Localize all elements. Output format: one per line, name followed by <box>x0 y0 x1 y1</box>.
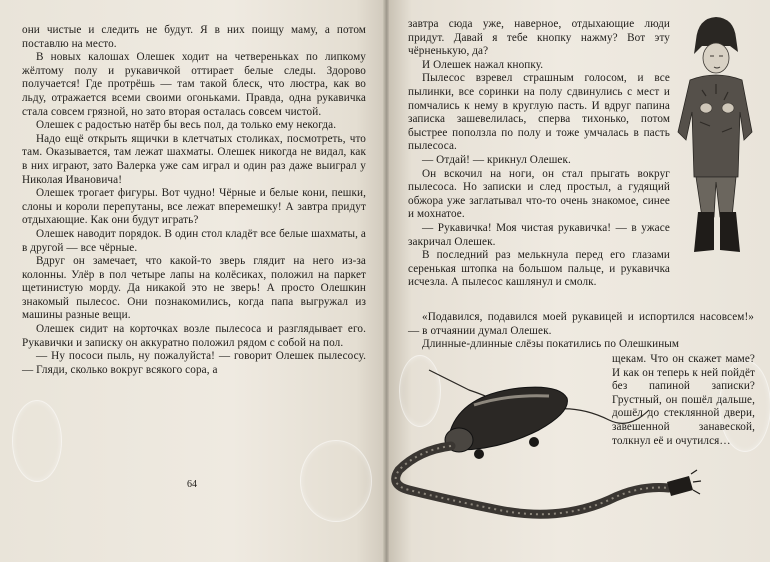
face-shape <box>703 43 729 73</box>
paragraph: Олешек наводит порядок. В один стол кладёт все белые шахматы, а в другой — все чёрные. <box>22 227 366 254</box>
paragraph: Пылесос взревел страшным голосом, и все пылинки, все соринки на полу сдвинулись с мест и помчались к нему в круглую пасть. И вдруг папина записка зашевелилась, сперва тихонько, потом быстрее поползла по полу и тоже умчалась в пасть пылесоса. <box>408 72 670 153</box>
right-page-text-wide <box>408 311 754 352</box>
paragraph: — Отдай! — крикнул Олешек. <box>422 153 571 166</box>
nozzle-shape <box>667 476 693 496</box>
hose-ribbing <box>396 446 669 514</box>
coat-shape <box>678 75 752 177</box>
paragraph: Вдруг он замечает, что какой-то зверь глядит на него из-за колонны. Улёр в пол четыре лапы на колёсиках, положил на паркет щетинистую морду. Да никакой это не зверь! А просто Олешкин знакомый пылесос. Они познакомились, когда папа выгружал из машины разные вещи. <box>22 255 366 322</box>
boot-shape <box>720 212 740 252</box>
pants-shape <box>696 177 736 217</box>
boy-illustration <box>672 12 756 262</box>
paragraph: они чистые и следить не будут. Я в них поищу маму, а потом поставлю на место. <box>22 24 366 50</box>
wheel-shape <box>529 437 539 447</box>
page-number: 64 <box>187 479 197 490</box>
paragraph: Олешек сидит на корточках возле пылесоса и разглядывает его. Рукавички и записку он аккуратно положил рядом с собой на пол. <box>22 323 366 349</box>
paragraph: Надо ещё открыть ящички в клетчатых столиках, посмотреть, что там. Оказывается, там лежат шахматы. Олешек никогда не видал, как в них играют, зато Валерка уже сам играл и один раз даже выиграл у Николая Ивановича! <box>22 132 366 186</box>
wheel-shape <box>474 449 484 459</box>
paragraph: — Ну пососи пыль, ну пожалуйста! — говорит Олешек пылесосу. — Гляди, сколько вокруг всякого сора, а <box>22 350 366 376</box>
paragraph: Длинные-длинные слёзы покатились по Олешкиным <box>422 338 680 351</box>
vacuum-cleaner-illustration <box>389 350 709 535</box>
hose-shape <box>396 446 669 514</box>
right-page <box>389 0 770 562</box>
paragraph: Олешек трогает фигуры. Вот чудно! Чёрные и белые кони, пешки, слоны и короли перепутаны, все лежат вперемешку! А завтра придут отдыхающие. Как они будут играть? <box>22 187 366 227</box>
paragraph: Олешек с радостью натёр бы весь пол, да только ему некогда. <box>36 119 337 132</box>
right-page-text-top <box>408 18 670 290</box>
paragraph: щекам. Что он скажет маме? И как он теперь к ней пойдёт без папиной записки? Грустный, он пошёл дальше, дошёл до стеклянной двери, завешенной занавеской, толкнул её и очутился… <box>612 353 755 447</box>
hand-shape <box>700 103 712 113</box>
emboss-ornament <box>12 400 62 482</box>
paragraph: В новых калошах Олешек ходит на четвереньках по липкому жёлтому полу и рукавичкой оттирает белые следы. Здорово получается! Где протрёшь — там такой блеск, что люстра, как во льду, отражается всеми своими огоньками. Правда, одна рукавичка стала совсем грязной, но зато вторая осталась совсем чистой. <box>22 51 366 118</box>
paragraph: «Подавился, подавился моей рукавицей и испортился насовсем!» — в отчаянии думал Олешек. <box>408 311 754 337</box>
paragraph: Он вскочил на ноги, он стал прыгать вокруг пылесоса. Но записки и след простыл, а гудящий обжора уже заглатывал что-то очень знакомое, синее и мохнатое. <box>408 167 670 221</box>
paragraph: И Олешек нажал кнопку. <box>422 58 544 71</box>
paragraph: завтра сюда уже, наверное, отдыхающие люди придут. Давай я тебе кнопку нажму? Вот эту чёрненькую, да? <box>408 18 670 58</box>
emboss-ornament <box>300 440 372 522</box>
hand-shape <box>722 103 734 113</box>
paragraph: — Рукавичка! Моя чистая рукавичка! — в ужасе закричал Олешек. <box>408 221 670 248</box>
paragraph: В последний раз мелькнула перед его глазами серенькая штопка на большом пальце, и рукавичка исчезла. А пылесос кашлянул и смолк. <box>408 249 670 289</box>
boot-shape <box>694 212 714 252</box>
nozzle-bristles <box>691 470 701 494</box>
left-page-text <box>22 24 366 377</box>
